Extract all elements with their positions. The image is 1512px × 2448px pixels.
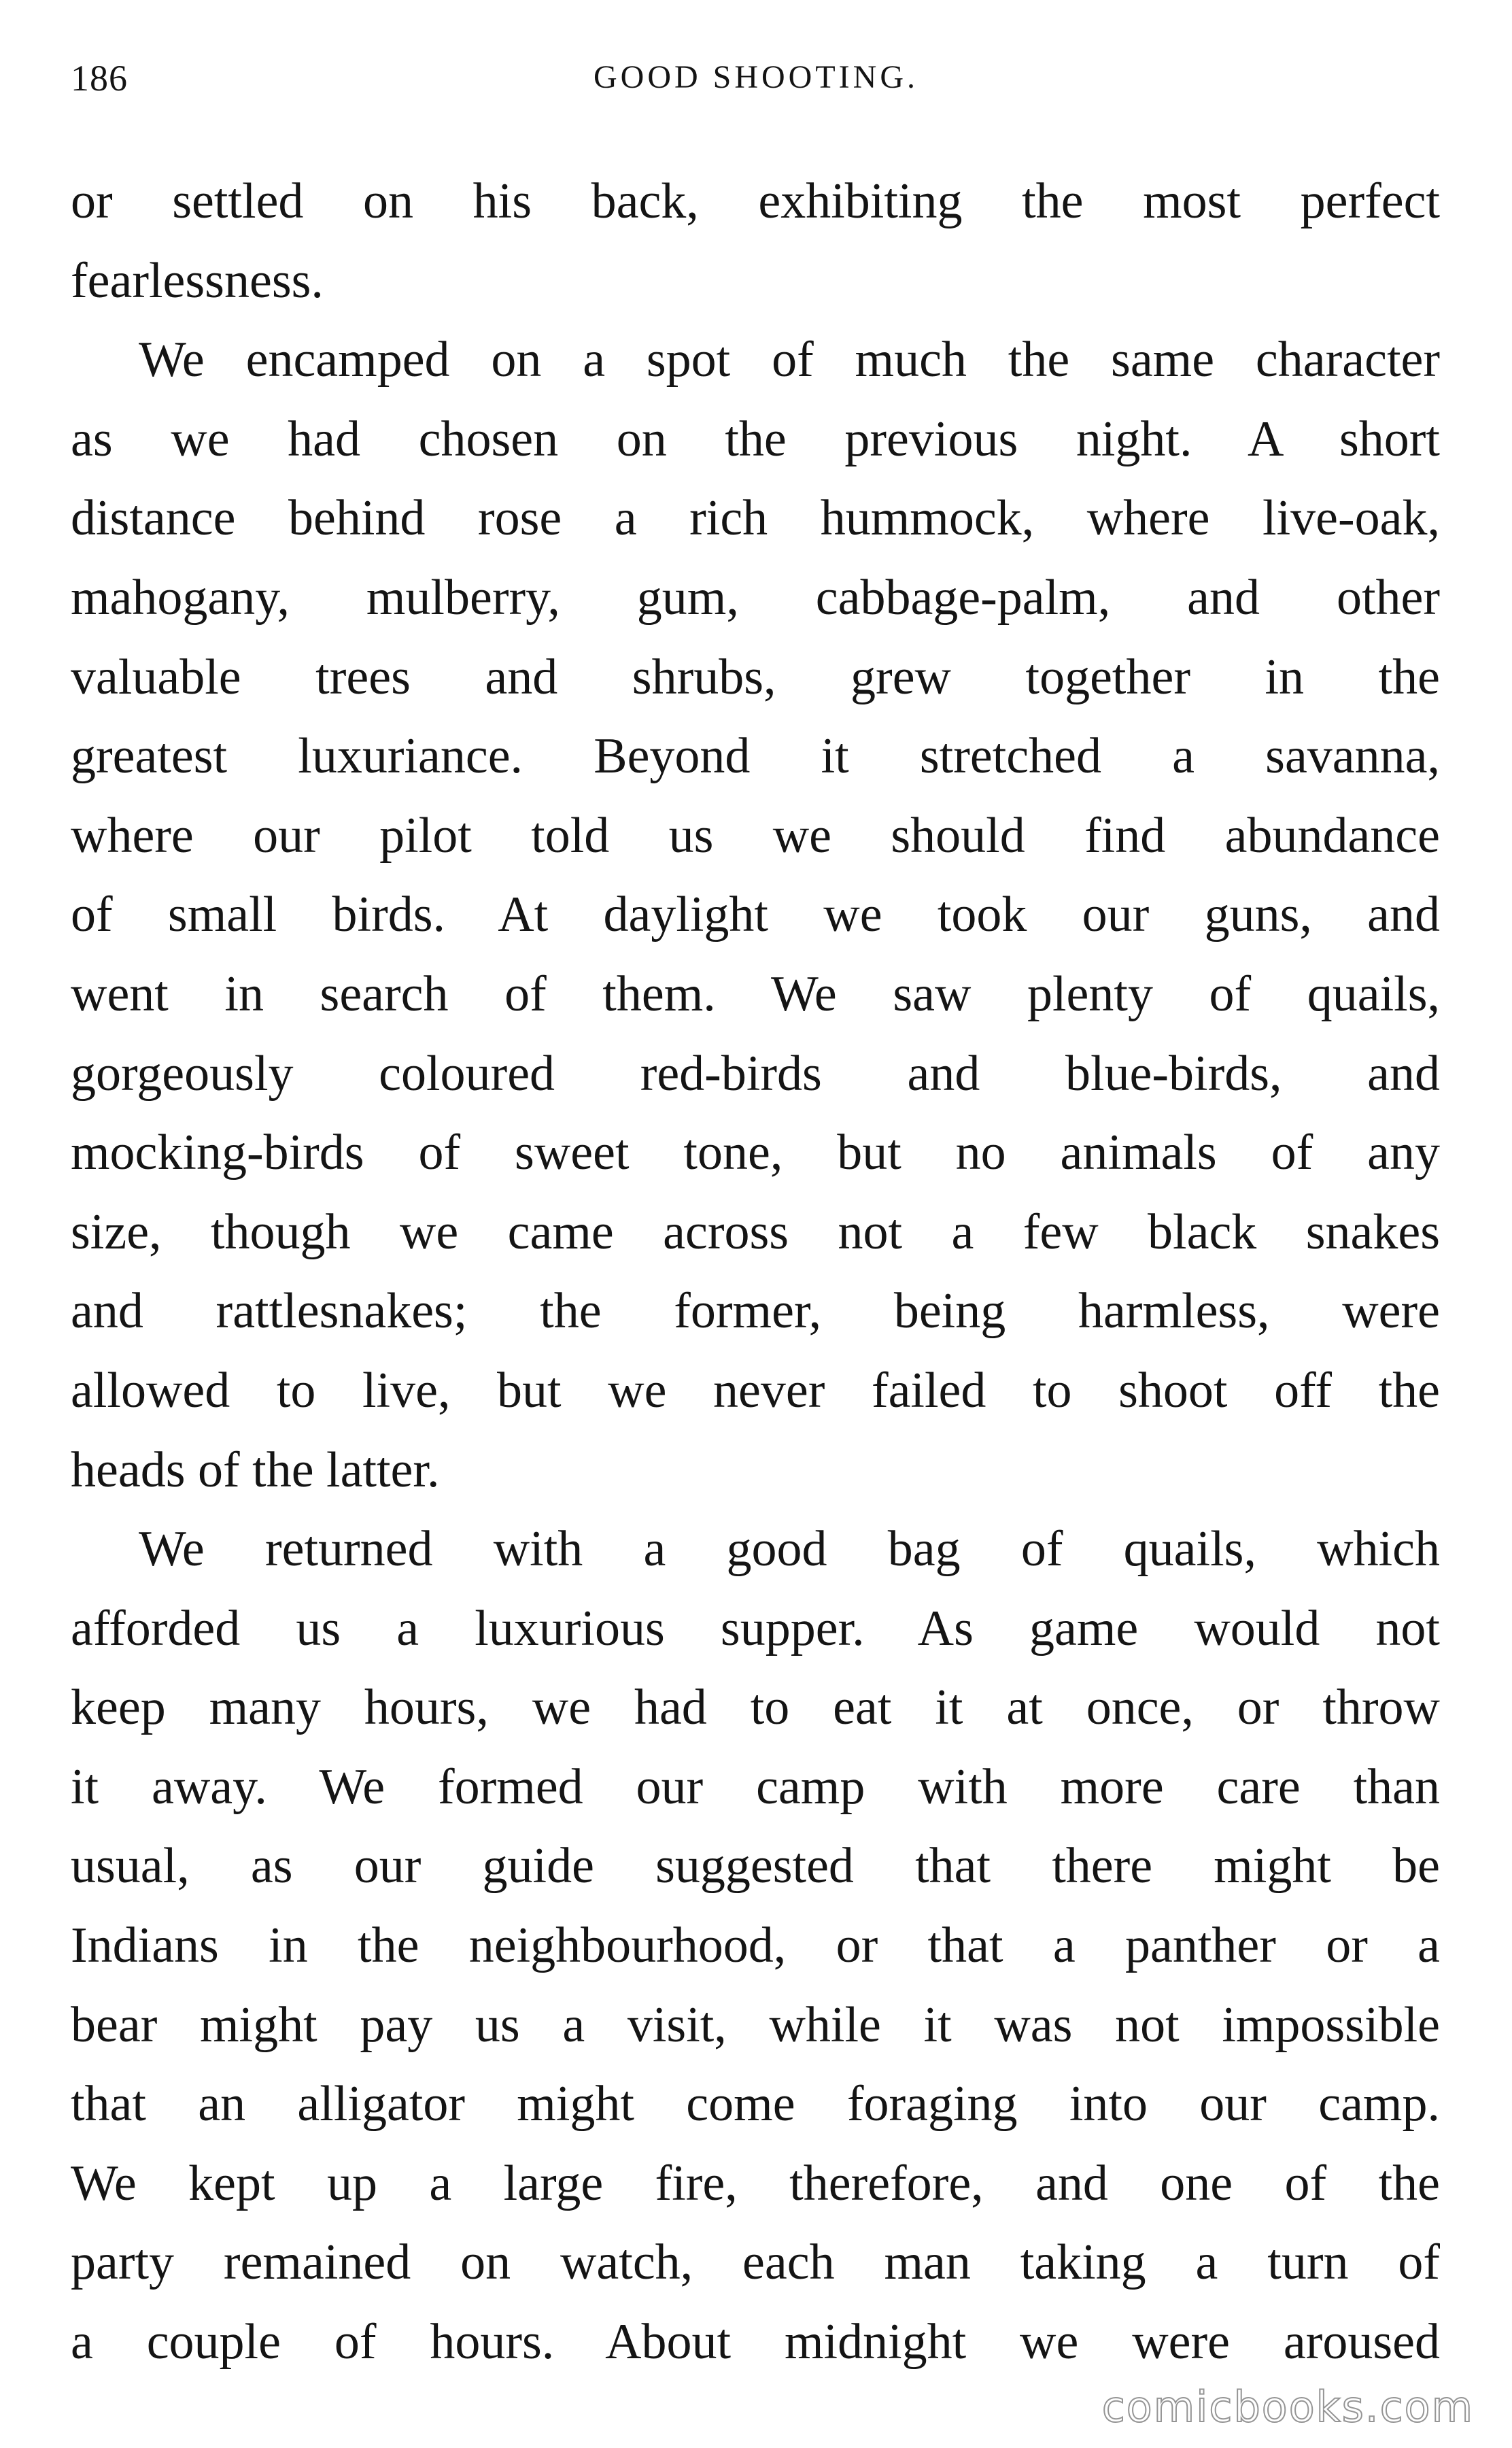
text-line: afforded us a luxurious supper. As game would not xyxy=(71,1600,1440,1656)
text-line: usual, as our guide suggested that there might be xyxy=(71,1838,1440,1894)
running-head: GOOD SHOOTING. xyxy=(594,59,918,95)
text-line: where our pilot told us we should find abundance xyxy=(71,807,1440,864)
watermark: comicbooks.com xyxy=(1101,2382,1474,2432)
text-line: valuable trees and shrubs, grew together in the xyxy=(71,649,1440,705)
text-line: greatest luxuriance. Beyond it stretched a savanna, xyxy=(71,728,1440,785)
text-line: as we had chosen on the previous night. A short xyxy=(71,411,1440,467)
text-line: bear might pay us a visit, while it was not impossible xyxy=(71,1996,1440,2053)
text-line: mahogany, mulberry, gum, cabbage-palm, and other xyxy=(71,569,1440,626)
text-line: party remained on watch, each man taking a turn of xyxy=(71,2234,1440,2291)
text-line: it away. We formed our camp with more care than xyxy=(71,1758,1440,1815)
text-line: a couple of hours. About midnight we were aroused xyxy=(71,2314,1440,2370)
text-line: that an alligator might come foraging into our camp. xyxy=(71,2076,1440,2132)
text-line: and rattlesnakes; the former, being harmless, were xyxy=(71,1283,1440,1340)
text-line: allowed to live, but we never failed to shoot off the xyxy=(71,1362,1440,1418)
text-line: went in search of them. We saw plenty of quails, xyxy=(71,966,1440,1022)
page-header xyxy=(71,57,1441,112)
text-line: of small birds. At daylight we took our guns, and xyxy=(71,887,1440,943)
text-line: mocking-birds of sweet tone, but no animals of any xyxy=(71,1125,1440,1181)
text-line: gorgeously coloured red-birds and blue-birds, and xyxy=(71,1045,1440,1102)
text-line: We kept up a large fire, therefore, and one of the xyxy=(71,2155,1440,2211)
text-line: heads of the latter. xyxy=(71,1442,440,1498)
text-line: Indians in the neighbourhood, or that a panther or a xyxy=(71,1918,1440,1974)
text-line: fearlessness. xyxy=(71,252,324,309)
text-line: distance behind rose a rich hummock, where live-oak, xyxy=(71,490,1440,547)
page-number: 186 xyxy=(71,58,128,99)
text-line: keep many hours, we had to eat it at once, or throw xyxy=(71,1680,1440,1736)
text-line: We encamped on a spot of much the same character xyxy=(139,332,1440,388)
text-line: We returned with a good bag of quails, which xyxy=(139,1521,1440,1578)
body-text xyxy=(71,162,1440,2382)
text-line: or settled on his back, exhibiting the most perfect xyxy=(71,173,1440,229)
text-line: size, though we came across not a few black snakes xyxy=(71,1204,1440,1260)
